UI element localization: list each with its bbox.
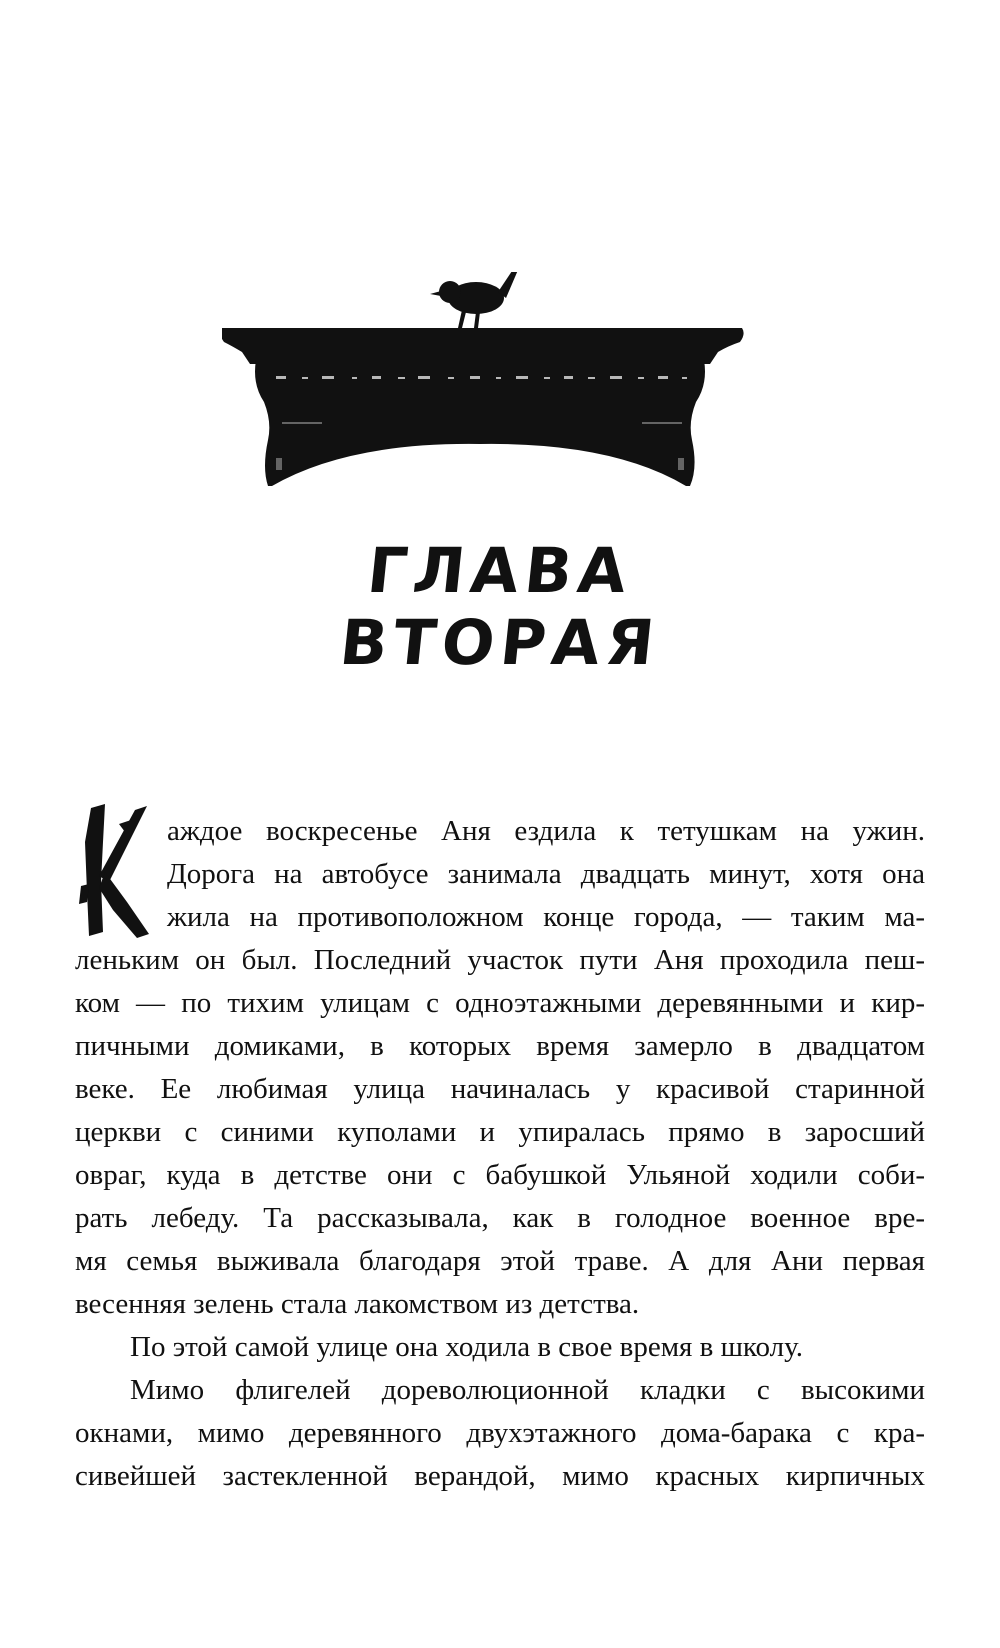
text-line: весенняя зелень стала лакомством из детства.: [75, 1288, 640, 1320]
text-line: пичными домиками, в которых время замерло в двадцатом: [75, 1030, 925, 1062]
text-line: окнами, мимо деревянного двухэтажного дома-барака с кра-: [75, 1417, 925, 1449]
text-line: церкви с синими куполами и упиралась прямо в заросший: [75, 1116, 925, 1148]
chapter-title-line1: ГЛАВА: [364, 534, 636, 607]
paragraph-3: [75, 1369, 925, 1498]
text-line: веке. Ее любимая улица начиналась у красивой старинной: [75, 1073, 925, 1105]
text-line: леньким он был. Последний участок пути Аня проходила пеш-: [75, 944, 925, 976]
paragraph-2: [75, 1326, 925, 1369]
text-line: Дорога на автобусе занимала двадцать минут, хотя она: [167, 858, 925, 890]
text-line: аждое воскресенье Аня ездила к тетушкам на ужин.: [167, 815, 925, 847]
text-line: По этой самой улице она ходила в свое время в школу.: [130, 1331, 803, 1363]
chapter-title-line2: ВТОРАЯ: [336, 606, 664, 679]
text-line: рать лебеду. Та рассказывала, как в голодное военное вре-: [75, 1202, 925, 1234]
text-line: Мимо флигелей дореволюционной кладки с высокими: [130, 1374, 925, 1406]
text-line: ком — по тихим улицам с одноэтажными деревянными и кир-: [75, 987, 925, 1019]
text-line: сивейшей застекленной верандой, мимо красных кирпичных: [75, 1460, 925, 1492]
text-line: жила на противоположном конце города, — таким ма-: [167, 901, 925, 933]
paragraph-1: [75, 810, 925, 1326]
body-text: [75, 810, 925, 1498]
bird-on-pediment-icon: [222, 272, 782, 517]
text-line: мя семья выживала благодаря этой траве. А для Ани первая: [75, 1245, 925, 1277]
text-line: овраг, куда в детстве они с бабушкой Ульяной ходили соби-: [75, 1159, 925, 1191]
